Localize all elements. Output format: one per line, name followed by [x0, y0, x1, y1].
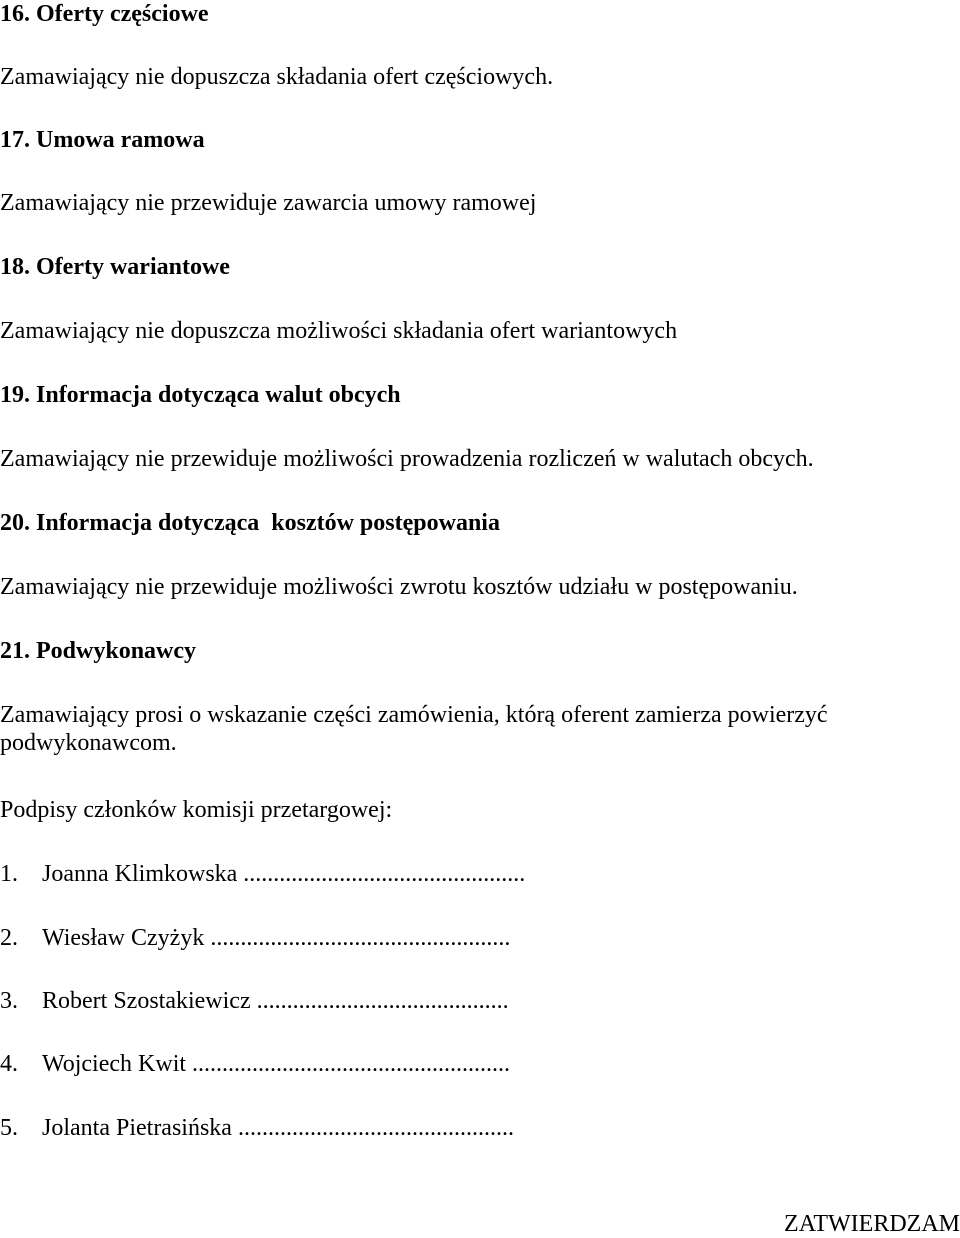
signature-number: 3. [0, 988, 18, 1014]
signature-number: 1. [0, 861, 18, 887]
section-16-text: Zamawiający nie dopuszcza składania ofert częściowych. [0, 64, 554, 90]
signature-line [0, 1050, 510, 1078]
signature-line [0, 924, 510, 952]
signature-name: Wiesław Czyżyk .................................................. [42, 925, 511, 951]
section-19-text: Zamawiający nie przewiduje możliwości prowadzenia rozliczeń w walutach obcych. [0, 446, 814, 472]
section-20-text: Zamawiający nie przewiduje możliwości zwrotu kosztów udziału w postępowaniu. [0, 574, 798, 600]
signature-line [0, 860, 525, 888]
section-20-heading: 20. Informacja dotycząca kosztów postępowania [0, 510, 500, 536]
signature-number: 5. [0, 1115, 18, 1141]
section-19-heading: 19. Informacja dotycząca walut obcych [0, 382, 401, 408]
section-21-heading: 21. Podwykonawcy [0, 638, 197, 664]
signature-line [0, 1114, 514, 1142]
signature-name: Joanna Klimkowska ............................................... [42, 861, 526, 887]
section-18-text: Zamawiający nie dopuszcza możliwości składania ofert wariantowych [0, 318, 678, 344]
signature-name: Jolanta Pietrasińska .............................................. [42, 1115, 514, 1141]
section-16-heading: 16. Oferty częściowe [0, 1, 209, 27]
signature-line [0, 987, 509, 1015]
section-17-text: Zamawiający nie przewiduje zawarcia umowy ramowej [0, 190, 537, 216]
signature-number: 2. [0, 925, 18, 951]
signature-number: 4. [0, 1051, 18, 1077]
section-18-heading: 18. Oferty wariantowe [0, 254, 230, 280]
signature-name: Wojciech Kwit ..................................................... [42, 1051, 511, 1077]
signature-name: Robert Szostakiewicz .......................................... [42, 988, 509, 1014]
section-21-text: Zamawiający prosi o wskazanie części zamówienia, którą oferent zamierza powierzyć podwykonawcom. [0, 702, 828, 756]
approval-label: ZATWIERDZAM [784, 1211, 960, 1237]
signatures-title: Podpisy członków komisji przetargowej: [0, 797, 393, 823]
section-17-heading: 17. Umowa ramowa [0, 127, 205, 153]
